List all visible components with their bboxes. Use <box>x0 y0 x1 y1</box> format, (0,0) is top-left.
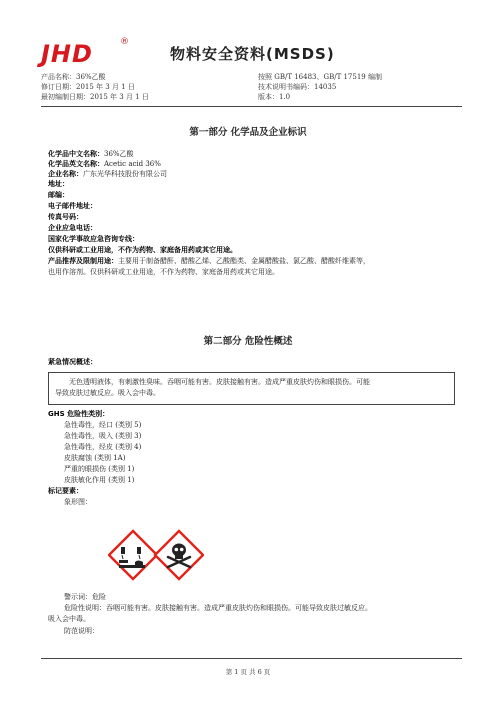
ghs-item: 皮肤腐蚀 (类别 1A) <box>64 454 126 462</box>
company-row <box>48 170 167 180</box>
corrosion-icon <box>109 531 157 579</box>
restriction-label: 产品推荐及限制用途： <box>48 257 118 265</box>
address-label: 地址： <box>48 180 69 188</box>
company-label: 企业名称： <box>48 170 83 178</box>
restriction-row <box>48 257 370 267</box>
restriction-text-continued: 也用作溶剂。仅供科研或工业用途，不作为药物、家庭备用药或其它用途。 <box>48 268 279 276</box>
header-divider <box>41 106 462 107</box>
ghs-item: 急性毒性，经口 (类别 5) <box>64 421 142 429</box>
emergency-overview-text-continued: 导致皮肤过敏反应。吸入会中毒。 <box>55 389 160 397</box>
ghs-item: 严重的眼损伤 (类别 1) <box>64 465 135 473</box>
product-name: 产品名称：36%乙酸 <box>41 73 106 81</box>
pictogram-label: 象形图： <box>64 498 92 506</box>
postcode-label: 邮编： <box>48 191 69 199</box>
revision-date: 修订日期：2015 年 3 月 1 日 <box>41 83 135 91</box>
cn-name-label: 化学品中文名称： <box>48 150 104 158</box>
cn-name-value: 36%乙酸 <box>104 150 134 158</box>
emergency-overview-label: 紧急情况概述： <box>48 358 97 366</box>
label-elements-label: 标记要素： <box>48 487 83 495</box>
en-name-row <box>48 160 161 170</box>
standard-reference: 按照 GB/T 16483、GB/T 17519 编制 <box>258 73 382 81</box>
ghs-item: 急性毒性，吸入 (类别 3) <box>64 432 142 440</box>
en-name-label: 化学品英文名称： <box>48 160 104 168</box>
skull-crossbones-icon <box>155 531 203 579</box>
ghs-item: 急性毒性，经皮 (类别 4) <box>64 443 142 451</box>
first-edition-date: 最初编制日期：2015 年 3 月 1 日 <box>41 93 149 101</box>
emergency-overview-box <box>48 372 455 405</box>
restriction-text: 主要用于制备醋酐、醋酸乙烯、乙酸酯类、金属醋酸盐、氯乙酸、醋酸纤维素等， <box>118 257 370 265</box>
pictogram-group <box>108 529 204 581</box>
signal-word: 警示词：危险 <box>64 593 106 601</box>
use-note: 仅供科研或工业用途，不作为药物、家庭备用药或其它用途。 <box>48 246 237 254</box>
tech-number: 技术说明书编码：14035 <box>258 83 337 91</box>
hazard-statement: 危险性说明：吞咽可能有害。皮肤接触有害。造成严重皮肤灼伤和眼损伤。可能导致皮肤过敏反应。 <box>64 604 372 612</box>
emergency-phone-label: 企业应急电话： <box>48 224 97 232</box>
email-label: 电子邮件地址： <box>48 202 97 210</box>
national-hotline-label: 国家化学事故应急咨询专线： <box>48 235 139 243</box>
version: 版本：1.0 <box>258 93 291 101</box>
emergency-overview-text: 无色透明液体，有刺激性臭味。吞咽可能有害。皮肤接触有害。造成严重皮肤灼伤和眼损伤。可能 <box>69 378 370 386</box>
company-value: 广东光华科技股份有限公司 <box>83 170 167 178</box>
fax-label: 传真号码： <box>48 213 83 221</box>
ghs-item: 皮肤敏化作用 (类别 1) <box>64 476 135 484</box>
hazard-statement-continued: 吸入会中毒。 <box>48 615 90 623</box>
page-footer: 第 1 页 共 6 页 <box>225 668 271 676</box>
footer-divider <box>41 658 462 659</box>
registered-mark: ® <box>120 37 129 47</box>
document-title: 物料安全资料(MSDS) <box>170 45 335 63</box>
ghs-label: GHS 危险性类别： <box>48 410 110 418</box>
part1-title: 第一部分 化学品及企业标识 <box>189 127 307 138</box>
precaution-label: 防范说明： <box>64 627 99 635</box>
cn-name-row <box>48 150 134 160</box>
part2-title: 第二部分 危险性概述 <box>203 336 293 347</box>
company-logo: JHD <box>41 40 93 68</box>
en-name-value: Acetic acid 36% <box>104 160 161 168</box>
